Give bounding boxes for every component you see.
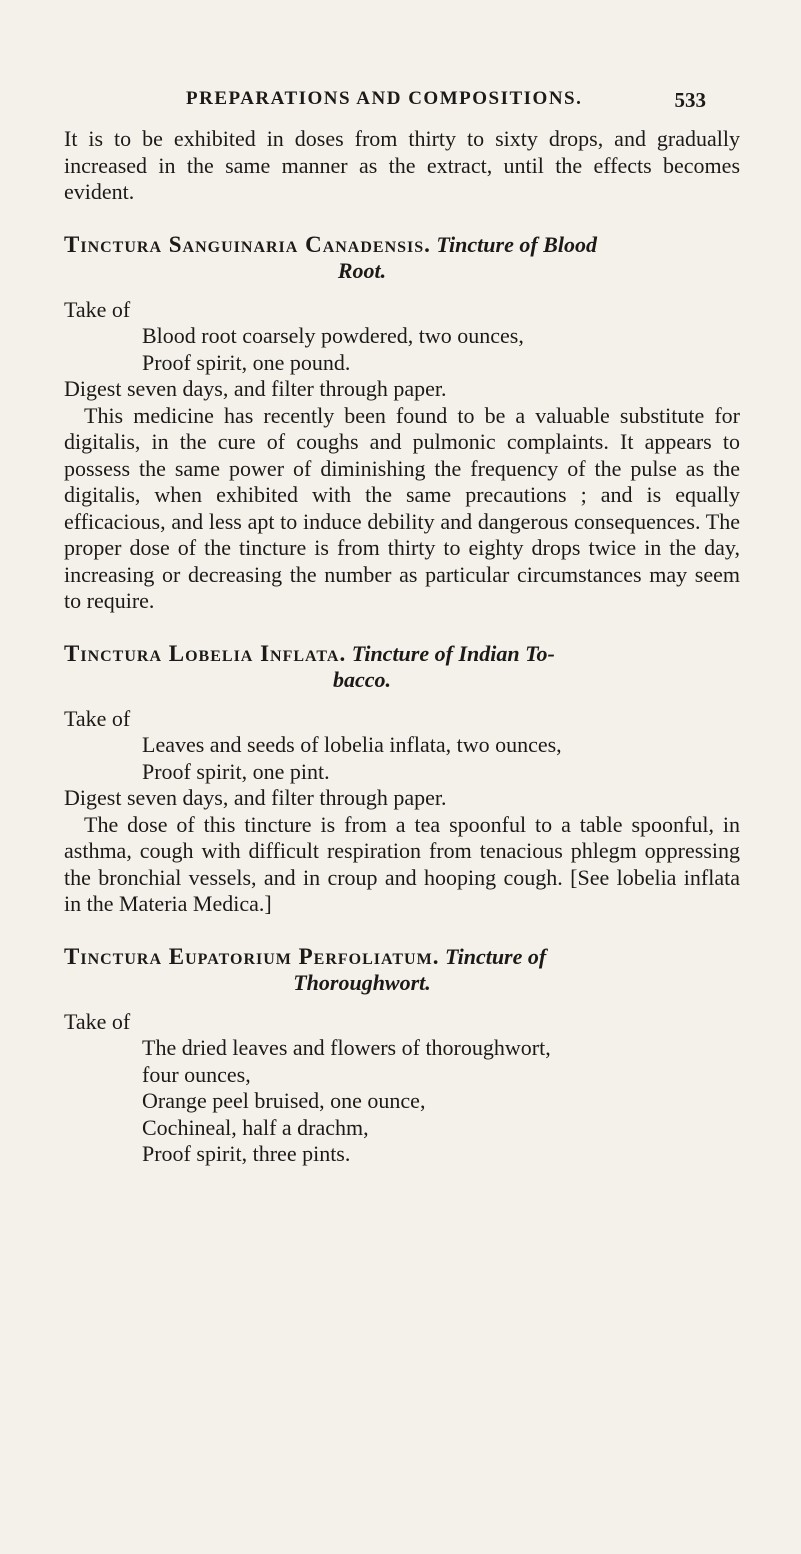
page-header: [0, 88, 801, 118]
running-head: PREPARATIONS AND COMPOSITIONS.: [186, 88, 583, 109]
recipe-sanguinaria: [64, 232, 740, 615]
ingredient-cont: four ounces,: [142, 1061, 251, 1087]
page-number: 533: [674, 88, 706, 112]
recipe-heading: [64, 944, 740, 997]
latin-title: Tinctura Lobelia Inflata.: [64, 640, 347, 666]
ingredient: Leaves and seeds of lobelia inflata, two ounces,: [142, 732, 562, 757]
take-of: Take of: [64, 705, 131, 731]
latin-title: Tinctura Sanguinaria Canadensis.: [64, 231, 431, 257]
digest-instruction: Digest seven days, and filter through paper.: [64, 376, 447, 401]
latin-title: Tinctura Eupatorium Perfoliatum.: [64, 943, 440, 969]
english-title: Tincture of Blood: [436, 231, 597, 257]
english-title-cont: Thoroughwort.: [293, 970, 431, 995]
intro-paragraph: It is to be exhibited in doses from thirty to sixty drops, and gradually increased in the same manner as the extract, until the effects becomes evident.: [64, 126, 740, 204]
ingredient: Proof spirit, one pound.: [142, 349, 351, 375]
ingredient: Blood root coarsely powdered, two ounces,: [142, 323, 524, 348]
take-of: Take of: [64, 1008, 131, 1034]
english-title: Tincture of Indian To-: [351, 640, 555, 666]
english-title: Tincture of: [444, 943, 547, 969]
recipe-notes: This medicine has recently been found to be a valuable substitute for digitalis, in the cure of coughs and pulmonic complaints. It appears to possess the same power of diminishing the frequency of the pulse as the digitalis, when exhibited with the same precautions ; and is equally efficacious, and less apt to induce debility and dangerous consequences. The proper dose of the tincture is from thirty to eighty drops twice in the day, increasing or decreasing the number as particular circumstances may seem to require.: [64, 402, 740, 613]
english-title-cont: Root.: [337, 258, 387, 283]
ingredient: Orange peel bruised, one ounce,: [142, 1088, 426, 1113]
ingredient: Cochineal, half a drachm,: [142, 1114, 369, 1140]
recipe-eupatorium: [64, 944, 740, 1168]
page-body: [64, 126, 740, 1168]
digest-instruction: Digest seven days, and filter through paper.: [64, 785, 447, 810]
ingredient: Proof spirit, three pints.: [142, 1141, 351, 1166]
english-title-cont: bacco.: [332, 667, 392, 692]
recipe-heading: [64, 232, 740, 285]
take-of: Take of: [64, 296, 131, 322]
recipe-lobelia: [64, 641, 740, 918]
ingredient: Proof spirit, one pint.: [142, 758, 330, 784]
recipe-notes: The dose of this tincture is from a tea spoonful to a table spoonful, in asthma, cough with difficult respiration from tenacious phlegm oppressing the bronchial vessels, and in croup and hooping cough. [See lobelia inflata in the Materia Medica.]: [64, 811, 740, 916]
ingredient: The dried leaves and flowers of thoroughwort,: [142, 1035, 551, 1060]
recipe-heading: [64, 641, 740, 694]
